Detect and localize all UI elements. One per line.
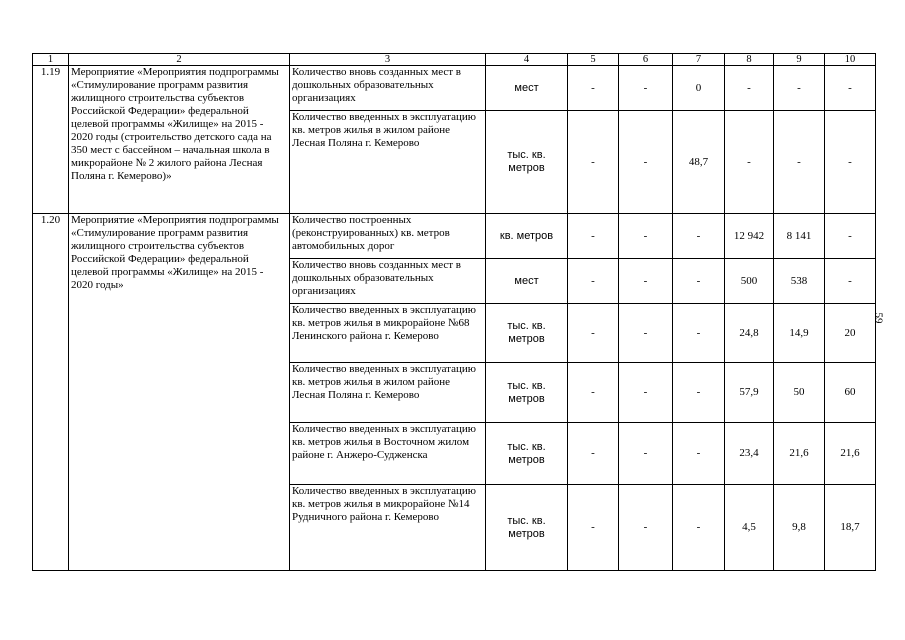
column-header: 1 [33, 54, 69, 66]
indicator-name: Количество введенных в эксплуатацию кв. метров жилья в жилом районе Лесная Поляна г. Кемерово [290, 111, 486, 214]
value-cell: - [568, 214, 619, 259]
value-cell: 0 [673, 66, 725, 111]
value-cell: - [774, 66, 825, 111]
measure-description: Мероприятие «Мероприятия подпрограммы «Стимулирование программ развития жилищного строительства субъектов Российской Федерации» федеральной целевой программы «Жилище» на 2015 - 2020 годы (строительство детского сада на 350 мест с бассейном – начальная школа в микрорайоне № 2 жилого района Лесная Поляна г. Кемерово)» [69, 66, 290, 214]
value-cell: - [619, 259, 673, 304]
value-cell: 21,6 [774, 423, 825, 485]
unit-cell: кв. метров [486, 214, 568, 259]
value-cell: - [725, 111, 774, 214]
page-number: 59 [872, 312, 885, 324]
column-header: 6 [619, 54, 673, 66]
table-row [33, 66, 876, 111]
value-cell: - [568, 111, 619, 214]
value-cell: - [673, 214, 725, 259]
value-cell: 23,4 [725, 423, 774, 485]
indicator-name: Количество вновь созданных мест в дошкольных образовательных организациях [290, 259, 486, 304]
header-row [33, 54, 876, 66]
value-cell: - [619, 214, 673, 259]
value-cell: - [619, 111, 673, 214]
value-cell: - [619, 304, 673, 363]
table-row [33, 214, 876, 259]
row-number: 1.19 [33, 66, 69, 214]
value-cell: 18,7 [825, 485, 876, 571]
value-cell: - [673, 259, 725, 304]
unit-cell: мест [486, 259, 568, 304]
value-cell: - [673, 363, 725, 423]
value-cell: 57,9 [725, 363, 774, 423]
column-header: 9 [774, 54, 825, 66]
unit-cell: тыс. кв. метров [486, 363, 568, 423]
column-header: 2 [69, 54, 290, 66]
column-header: 3 [290, 54, 486, 66]
row-number: 1.20 [33, 214, 69, 571]
value-cell: - [568, 485, 619, 571]
value-cell: 9,8 [774, 485, 825, 571]
value-cell: - [568, 304, 619, 363]
value-cell: - [619, 363, 673, 423]
value-cell: - [673, 304, 725, 363]
value-cell: 50 [774, 363, 825, 423]
value-cell: 48,7 [673, 111, 725, 214]
column-header: 8 [725, 54, 774, 66]
value-cell: - [619, 485, 673, 571]
value-cell: - [825, 66, 876, 111]
value-cell: - [619, 423, 673, 485]
indicator-name: Количество введенных в эксплуатацию кв. метров жилья в жилом районе Лесная Поляна г. Кемерово [290, 363, 486, 423]
value-cell: - [568, 259, 619, 304]
value-cell: - [825, 259, 876, 304]
value-cell: - [725, 66, 774, 111]
data-table [32, 53, 876, 571]
unit-cell: тыс. кв. метров [486, 111, 568, 214]
unit-cell: тыс. кв. метров [486, 423, 568, 485]
indicator-name: Количество введенных в эксплуатацию кв. метров жилья в микрорайоне №14 Рудничного района г. Кемерово [290, 485, 486, 571]
indicator-name: Количество введенных в эксплуатацию кв. метров жилья в Восточном жилом районе г. Анжеро-Судженска [290, 423, 486, 485]
value-cell: 4,5 [725, 485, 774, 571]
value-cell: 12 942 [725, 214, 774, 259]
value-cell: 538 [774, 259, 825, 304]
value-cell: - [825, 111, 876, 214]
value-cell: 24,8 [725, 304, 774, 363]
value-cell: 8 141 [774, 214, 825, 259]
value-cell: - [619, 66, 673, 111]
value-cell: - [673, 485, 725, 571]
indicator-name: Количество вновь созданных мест в дошкольных образовательных организациях [290, 66, 486, 111]
unit-cell: мест [486, 66, 568, 111]
value-cell: - [568, 363, 619, 423]
value-cell: - [774, 111, 825, 214]
indicator-name: Количество построенных (реконструированных) кв. метров автомобильных дорог [290, 214, 486, 259]
value-cell: 60 [825, 363, 876, 423]
value-cell: 500 [725, 259, 774, 304]
value-cell: - [673, 423, 725, 485]
value-cell: 20 [825, 304, 876, 363]
unit-cell: тыс. кв. метров [486, 304, 568, 363]
value-cell: - [568, 66, 619, 111]
value-cell: - [568, 423, 619, 485]
indicator-name: Количество введенных в эксплуатацию кв. метров жилья в микрорайоне №68 Ленинского района г. Кемерово [290, 304, 486, 363]
column-header: 7 [673, 54, 725, 66]
value-cell: - [825, 214, 876, 259]
unit-cell: тыс. кв. метров [486, 485, 568, 571]
column-header: 4 [486, 54, 568, 66]
measure-description: Мероприятие «Мероприятия подпрограммы «Стимулирование программ развития жилищного строительства субъектов Российской Федерации» федеральной целевой программы «Жилище» на 2015 - 2020 годы» [69, 214, 290, 571]
column-header: 5 [568, 54, 619, 66]
value-cell: 14,9 [774, 304, 825, 363]
value-cell: 21,6 [825, 423, 876, 485]
column-header: 10 [825, 54, 876, 66]
